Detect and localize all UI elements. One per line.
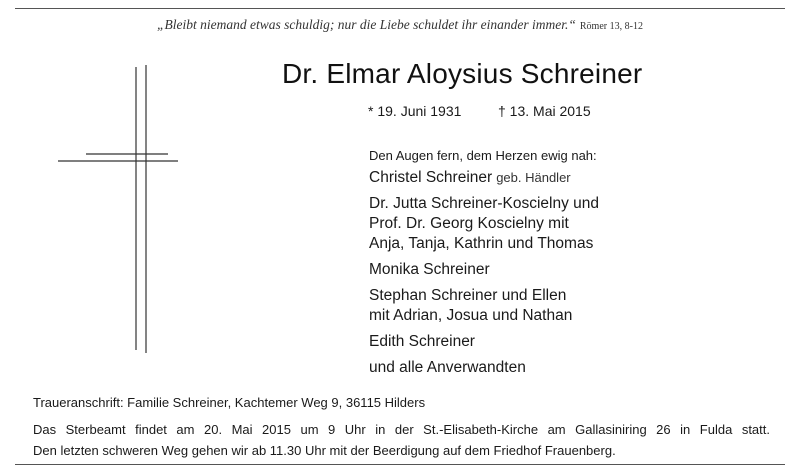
mourner-line: Stephan Schreiner und Ellen (369, 287, 567, 304)
mourner-line: Anja, Tanja, Kathrin und Thomas (369, 235, 594, 252)
mourner-intro: Den Augen fern, dem Herzen ewig nah: (369, 148, 597, 163)
mourning-address: Traueranschrift: Familie Schreiner, Kachtemer Weg 9, 36115 Hilders (33, 395, 426, 410)
deceased-name: Dr. Elmar Aloysius Schreiner (282, 58, 643, 89)
mourner-line: Edith Schreiner (369, 333, 475, 350)
mourner-line: mit Adrian, Josua und Nathan (369, 307, 573, 324)
mourner-list (369, 168, 599, 384)
mourner-line: Monika Schreiner (369, 261, 490, 278)
mourner-group (369, 194, 599, 254)
mourner-group (369, 358, 599, 378)
death-date: † 13. Mai 2015 (498, 103, 591, 119)
quote-reference: Römer 13, 8-12 (579, 21, 643, 32)
mourner-line: und alle Anverwandten (369, 359, 526, 376)
quote-text: „Bleibt niemand etwas schuldig; nur die Liebe schuldet ihr einander immer.“ (157, 17, 576, 32)
bible-quote (0, 17, 800, 33)
notice-line: Den letzten schweren Weg gehen wir ab 11.30 Uhr mit der Beerdigung auf dem Friedhof Frauenberg. (33, 443, 616, 458)
mourner-line: Prof. Dr. Georg Koscielny mit (369, 215, 569, 232)
mourner-group (369, 168, 599, 188)
mourner-line: Dr. Jutta Schreiner-Koscielny und (369, 195, 600, 212)
mourner-line: Christel Schreiner geb. Händler (369, 169, 571, 186)
mourner-group (369, 332, 599, 352)
mourner-group (369, 286, 599, 326)
birth-date: * 19. Juni 1931 (368, 103, 462, 119)
maiden-name: geb. Händler (496, 170, 571, 185)
cross-icon (58, 65, 178, 355)
funeral-notice (33, 419, 770, 461)
bottom-border (15, 464, 785, 465)
notice-line: Das Sterbeamt findet am 20. Mai 2015 um 9 Uhr in der St.-Elisabeth-Kirche am Gallasiniring 26 in Fulda statt. (33, 422, 770, 437)
mourner-group (369, 260, 599, 280)
top-border (15, 8, 785, 9)
